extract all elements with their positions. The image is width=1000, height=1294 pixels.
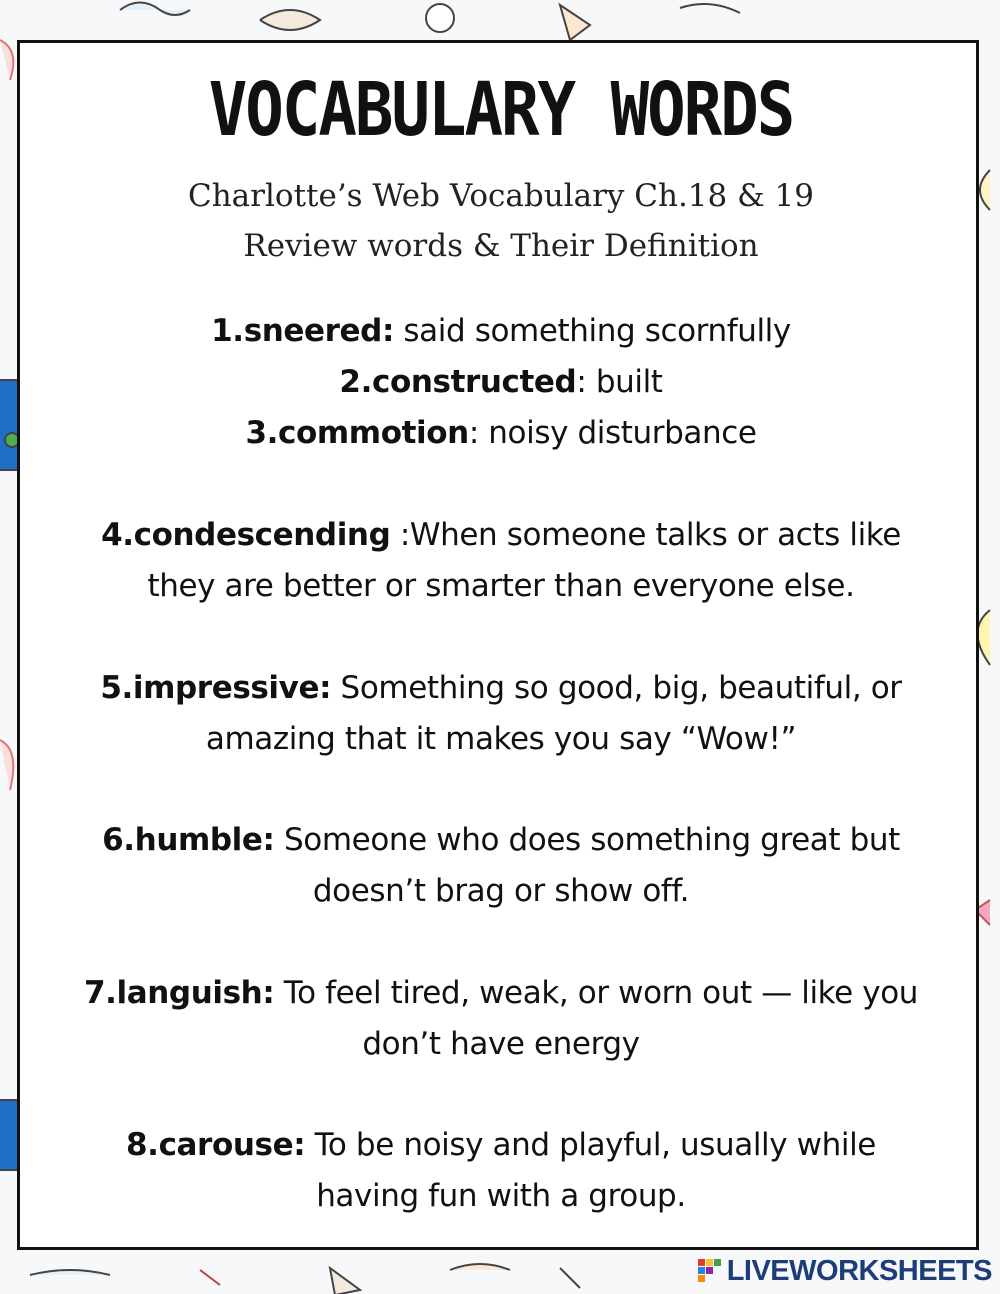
vocab-definition-cont: doesn’t brag or show off. (312, 873, 690, 909)
vocab-word: commotion (278, 415, 469, 451)
liveworksheets-logo[interactable] (697, 1254, 992, 1288)
vocab-definition: :When someone talks or acts like (390, 517, 901, 553)
vocab-definition: To be noisy and playful, usually while (305, 1127, 876, 1163)
vocab-definition-cont: they are better or smarter than everyone else. (147, 568, 855, 604)
vocab-number: 5. (100, 670, 133, 706)
logo-text: LIVEWORKSHEETS (726, 1254, 992, 1287)
vocabulary-card (17, 40, 979, 1250)
vocab-word: languish: (116, 975, 275, 1011)
subtitle-line-2: Review words & Their Definition (243, 228, 759, 264)
vocab-item-6 (20, 815, 982, 917)
vocab-item-4 (20, 510, 982, 612)
vocab-definition: said something scornfully (393, 313, 791, 349)
vocab-definition-cont: having fun with a group. (316, 1178, 686, 1214)
vocab-word: sneered: (243, 313, 394, 349)
vocab-number: 2. (339, 364, 372, 400)
vocab-word: humble: (134, 822, 275, 858)
vocab-number: 7. (83, 975, 117, 1011)
vocab-definition: Something so good, big, beautiful, or (331, 670, 902, 706)
vocab-number: 8. (126, 1127, 159, 1163)
liveworksheets-logo-icon (697, 1258, 723, 1284)
subtitle (20, 171, 982, 271)
page-title: VOCABULARY WORDS (208, 68, 794, 154)
vocab-item-7 (20, 968, 982, 1070)
vocab-item-8 (20, 1120, 982, 1222)
vocab-word: impressive: (132, 670, 332, 706)
vocab-group-1 (20, 306, 982, 459)
vocab-number: 3. (245, 415, 279, 451)
vocab-definition-cont: don’t have energy (362, 1026, 640, 1062)
vocab-definition-cont: amazing that it makes you say “Wow!” (205, 721, 797, 757)
vocab-item (20, 357, 982, 408)
vocab-definition: To feel tired, weak, or worn out — like you (274, 975, 919, 1011)
vocab-item-5 (20, 663, 982, 765)
vocab-word: carouse: (158, 1127, 306, 1163)
vocab-word: condescending (133, 517, 391, 553)
vocab-number: 1. (211, 313, 244, 349)
vocab-item (20, 408, 982, 459)
vocab-definition: : built (576, 364, 663, 400)
vocab-item (20, 306, 982, 357)
vocab-number: 4. (101, 517, 134, 553)
vocab-word: constructed (371, 364, 577, 400)
vocab-definition: : noisy disturbance (468, 415, 757, 451)
subtitle-line-1: Charlotte’s Web Vocabulary Ch.18 & 19 (188, 178, 814, 214)
vocab-number: 6. (102, 822, 135, 858)
vocab-definition: Someone who does something great but (274, 822, 900, 858)
